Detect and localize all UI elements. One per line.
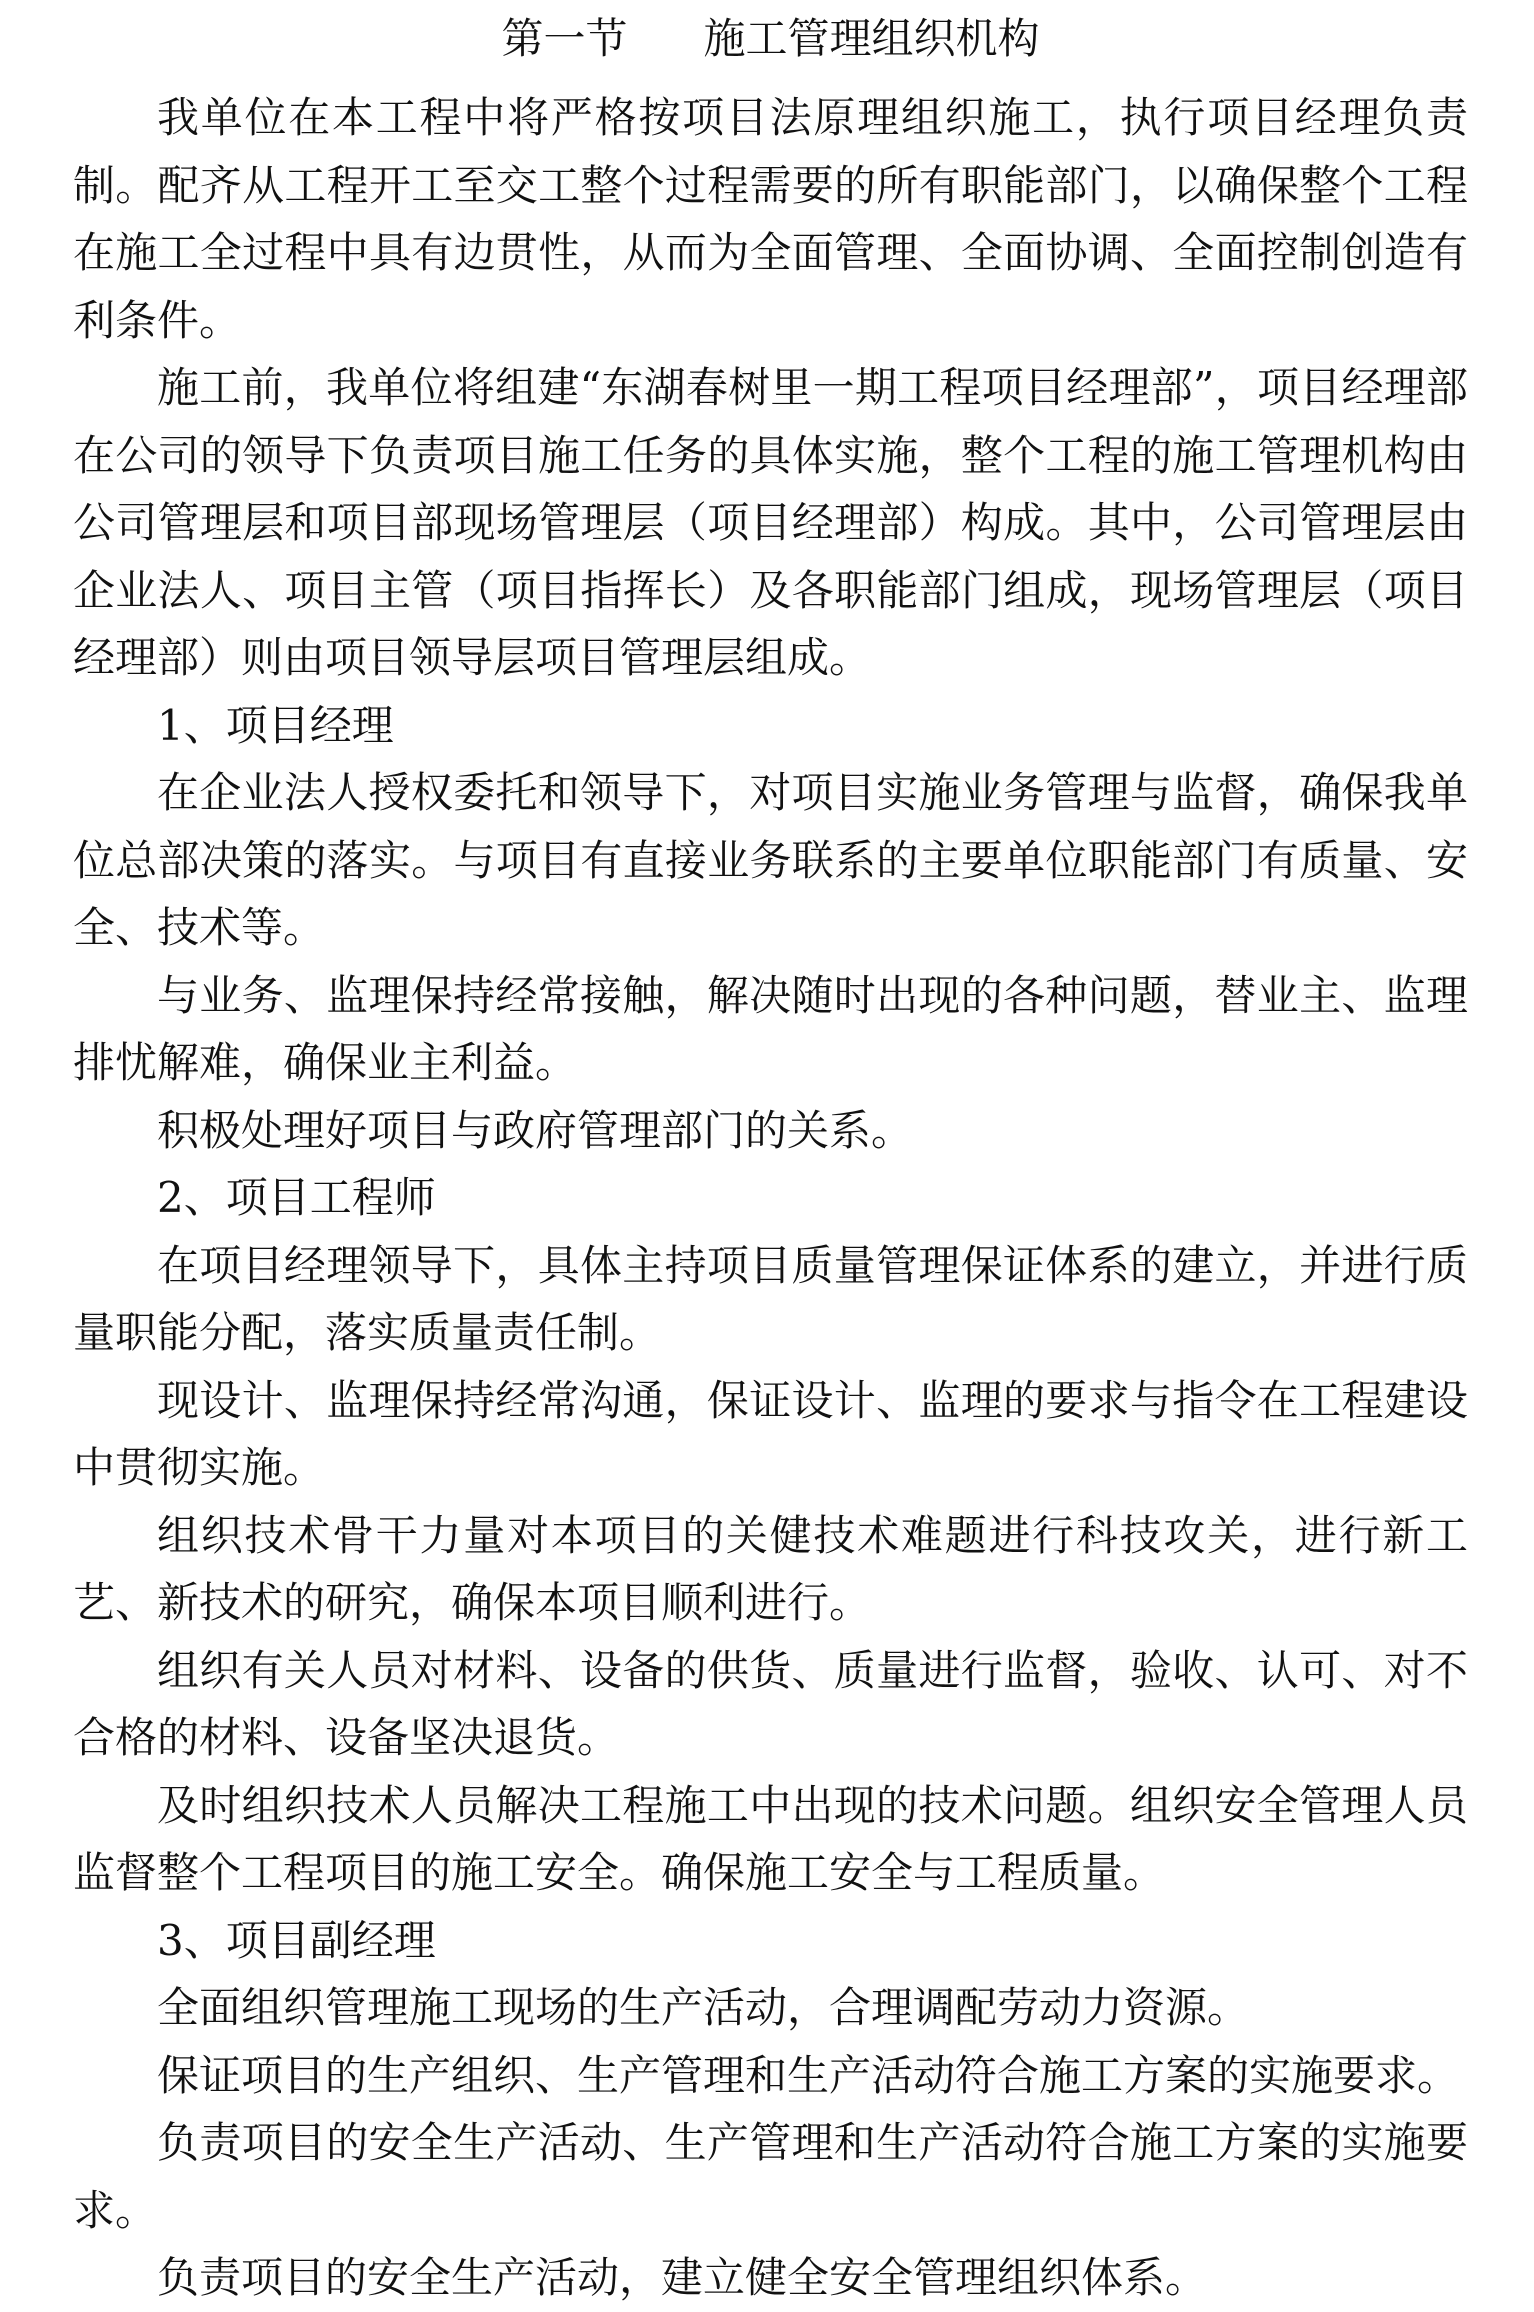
section-title: 施工管理组织机构 (703, 14, 1040, 63)
subheading-deputy-manager: 3、项目副经理 (157, 1915, 436, 1965)
paragraph: 及时组织技术人员解决工程施工中出现的技术问题。组织安全管理人员监督整个工程项目的施工安全。确保施工安全与工程质量。 (73, 1780, 1468, 1897)
paragraph: 组织有关人员对材料、设备的供货、质量进行监督，验收、认可、对不合格的材料、设备坚决退货。 (73, 1645, 1468, 1762)
document-page (73, 0, 1468, 2312)
paragraph: 在企业法人授权委托和领导下，对项目实施业务管理与监督，确保我单位总部决策的落实。与项目有直接业务联系的主要单位职能部门有质量、安全、技术等。 (73, 768, 1468, 952)
paragraph-organization: 施工前，我单位将组建“东湖春树里一期工程项目经理部”，项目经理部在公司的领导下负责项目施工任务的具体实施，整个工程的施工管理机构由公司管理层和项目部现场管理层（项目经理部）构成。其中，公司管理层由企业法人、项目主管（项目指挥长）及各职能部门组成，现场管理层（项目经理部）则由项目领导层项目管理层组成。 (73, 363, 1468, 682)
paragraph: 负责项目的安全生产活动、生产管理和生产活动符合施工方案的实施要求。 (73, 2118, 1468, 2235)
subheading-project-manager: 1、项目经理 (157, 700, 394, 750)
section-label: 第一节 (501, 14, 628, 63)
paragraph-intro: 我单位在本工程中将严格按项目法原理组织施工，执行项目经理负责制。配齐从工程开工至交工整个过程需要的所有职能部门，以确保整个工程在施工全过程中具有边贯性，从而为全面管理、全面协调、全面控制创造有利条件。 (73, 93, 1468, 345)
paragraph: 负责项目的安全生产活动，建立健全安全管理组织体系。 (157, 2253, 1208, 2302)
paragraph: 在项目经理领导下，具体主持项目质量管理保证体系的建立，并进行质量职能分配，落实质量责任制。 (73, 1240, 1468, 1357)
section-heading (73, 14, 1468, 64)
paragraph: 积极处理好项目与政府管理部门的关系。 (157, 1105, 914, 1155)
subheading-project-engineer: 2、项目工程师 (157, 1173, 436, 1222)
paragraph: 组织技术骨干力量对本项目的关健技术难题进行科技攻关，进行新工艺、新技术的研究，确保本项目顺利进行。 (73, 1510, 1468, 1627)
paragraph: 与业务、监理保持经常接触，解决随时出现的各种问题，替业主、监理排忧解难，确保业主利益。 (73, 970, 1468, 1087)
paragraph: 保证项目的生产组织、生产管理和生产活动符合施工方案的实施要求。 (157, 2050, 1460, 2100)
paragraph: 全面组织管理施工现场的生产活动，合理调配劳动力资源。 (157, 1983, 1250, 2032)
paragraph: 现设计、监理保持经常沟通，保证设计、监理的要求与指令在工程建设中贯彻实施。 (73, 1375, 1468, 1492)
